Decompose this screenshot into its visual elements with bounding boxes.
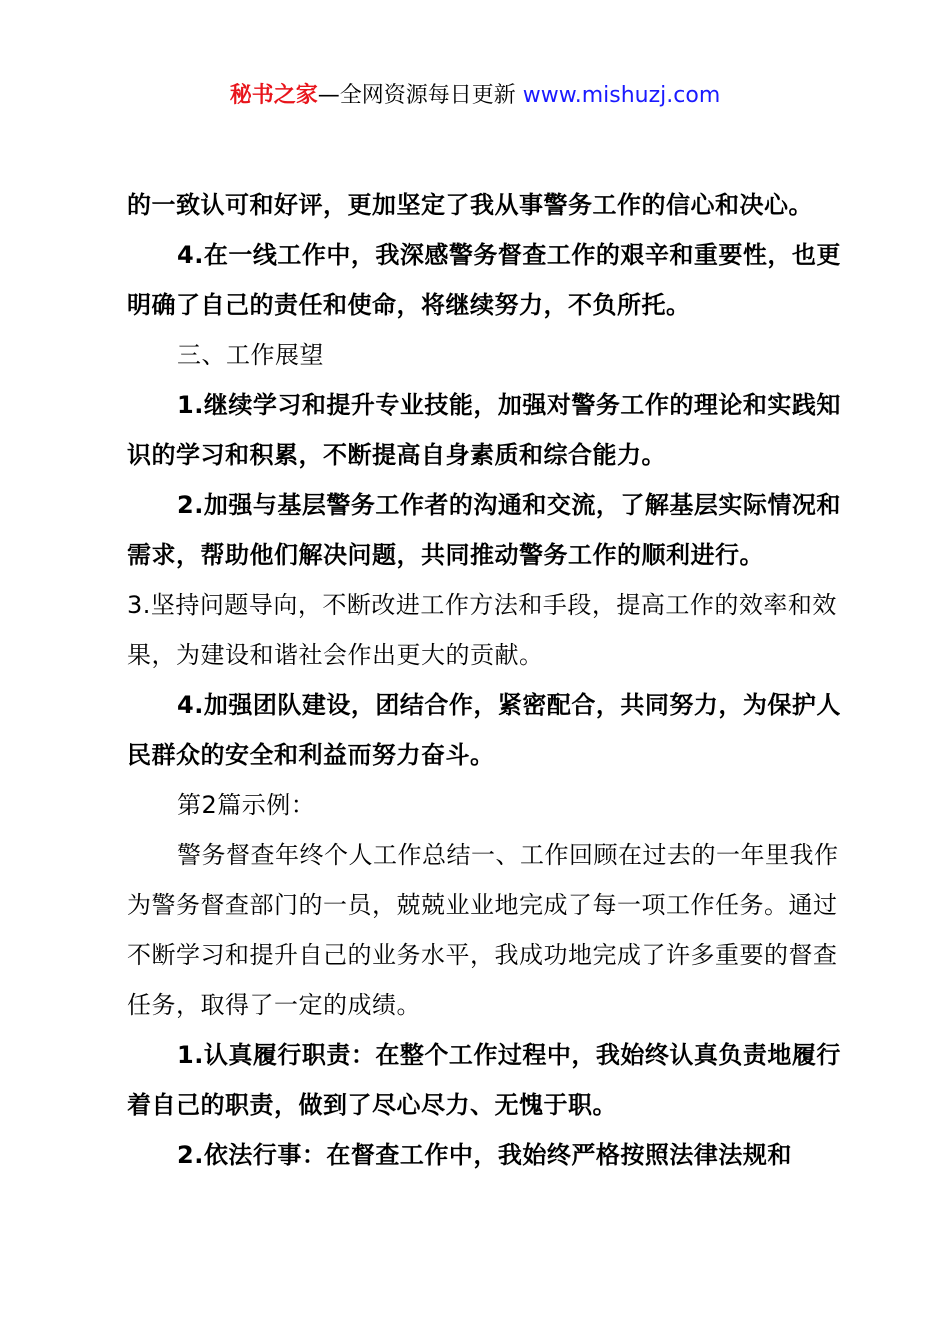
paragraph: 1.认真履行职责：在整个工作过程中，我始终认真负责地履行着自己的职责，做到了尽心尽力、无愧于职。 — [127, 1041, 841, 1119]
example-heading: 第2篇示例： — [177, 791, 316, 819]
paragraph: 2.加强与基层警务工作者的沟通和交流，了解基层实际情况和需求，帮助他们解决问题，共同推动警务工作的顺利进行。 — [127, 491, 841, 569]
site-brand: 秘书之家 — [229, 83, 318, 108]
paragraph: 警务督查年终个人工作总结一、工作回顾在过去的一年里我作为警务督查部门的一员，兢兢业业地完成了每一项工作任务。通过不断学习和提升自己的业务水平，我成功地完成了许多重要的督查任务，取得了一定的成绩。 — [127, 841, 839, 1019]
paragraph: 3.坚持问题导向，不断改进工作方法和手段，提高工作的效率和效果，为建设和谐社会作出更大的贡献。 — [127, 591, 837, 669]
document-body — [127, 180, 847, 1180]
paragraph: 1.继续学习和提升专业技能，加强对警务工作的理论和实践知识的学习和积累，不断提高自身素质和综合能力。 — [127, 391, 841, 469]
paragraph: 2.依法行事：在督查工作中，我始终严格按照法律法规和 — [177, 1141, 792, 1169]
section-heading: 三、工作展望 — [177, 341, 324, 369]
paragraph: 4.在一线工作中，我深感警务督查工作的艰辛和重要性，也更明确了自己的责任和使命，将继续努力，不负所托。 — [127, 241, 841, 319]
paragraph: 的一致认可和好评，更加坚定了我从事警务工作的信心和决心。 — [127, 191, 813, 219]
site-header — [0, 80, 950, 112]
site-url-link[interactable]: www.mishuzj.com — [522, 83, 721, 108]
site-tagline: —全网资源每日更新 — [317, 83, 523, 108]
paragraph: 4.加强团队建设，团结合作，紧密配合，共同努力，为保护人民群众的安全和利益而努力奋斗。 — [127, 691, 841, 769]
